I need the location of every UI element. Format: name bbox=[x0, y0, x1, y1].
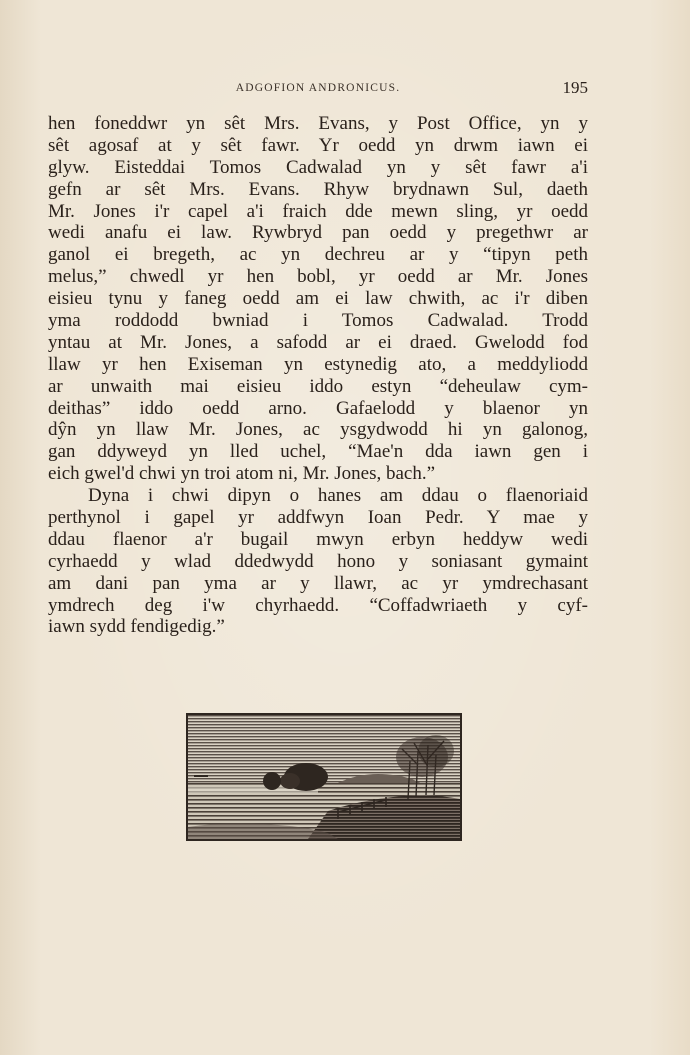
running-title: ADGOFION ANDRONICUS. bbox=[235, 82, 401, 94]
text-line: melus,” chwedl yr hen bobl, yr oedd ar Mr. Jones bbox=[48, 266, 588, 288]
text-line: iawn sydd fendigedig.” bbox=[48, 616, 225, 638]
text-line: gefn ar sêt Mrs. Evans. Rhyw brydnawn Sul, daeth bbox=[48, 178, 588, 200]
text-line: perthynol i gapel yr addfwyn Ioan Pedr. Y mae y bbox=[48, 507, 588, 529]
text-line: Mr. Jones i'r capel a'i fraich dde mewn sling, yr oedd bbox=[48, 200, 588, 222]
landscape-engraving-icon bbox=[186, 713, 462, 841]
text-line: ganol ei bregeth, ac yn dechreu ar y “tipyn peth bbox=[48, 244, 588, 266]
text-line: ymdrech deg i'w chyrhaedd. “Coffadwriaeth y cyf- bbox=[48, 594, 588, 616]
text-line: hen foneddwr yn sêt Mrs. Evans, y Post Office, yn y bbox=[48, 113, 588, 134]
text-line: ddau flaenor a'r bugail mwyn erbyn heddyw wedi bbox=[48, 528, 588, 550]
text-line: Dyna i chwi dipyn o hanes am ddau o flaenoriaid bbox=[88, 485, 588, 507]
page-number: 195 bbox=[562, 78, 588, 97]
text-line: am dani pan yma ar y llawr, ac yr ymdrechasant bbox=[48, 572, 588, 594]
text-line: eisieu tynu y faneg oedd am ei law chwith, ac i'r diben bbox=[48, 288, 588, 310]
text-line: llaw yr hen Exiseman yn estynedig ato, a meddyliodd bbox=[48, 353, 588, 375]
text-line: dŷn yn llaw Mr. Jones, ac ysgydwodd hi yn galonog, bbox=[48, 419, 588, 441]
text-line: yntau at Mr. Jones, a safodd ar ei draed. Gwelodd fod bbox=[48, 331, 588, 353]
text-line: eich gwel'd chwi yn troi atom ni, Mr. Jones, bach.” bbox=[48, 463, 436, 485]
text-line: glyw. Eisteddai Tomos Cadwalad yn y sêt fawr a'i bbox=[48, 156, 588, 178]
text-line: ar unwaith mai eisieu iddo estyn “deheulaw cym- bbox=[48, 375, 588, 397]
text-line: wedi anafu ei law. Rywbryd pan oedd y pregethwr ar bbox=[48, 222, 588, 244]
text-line: yma roddodd bwniad i Tomos Cadwalad. Trodd bbox=[48, 310, 588, 332]
text-line: cyrhaedd y wlad ddedwydd hono y soniasant gymaint bbox=[48, 550, 588, 572]
body-text bbox=[48, 113, 588, 638]
text-line: gan ddyweyd yn lled uchel, “Mae'n dda iawn gen i bbox=[48, 441, 588, 463]
text-line: sêt agosaf at y sêt fawr. Yr oedd yn drwm iawn ei bbox=[48, 134, 588, 156]
text-line: deithas” iddo oedd arno. Gafaelodd y blaenor yn bbox=[48, 397, 588, 419]
running-head bbox=[48, 78, 588, 100]
